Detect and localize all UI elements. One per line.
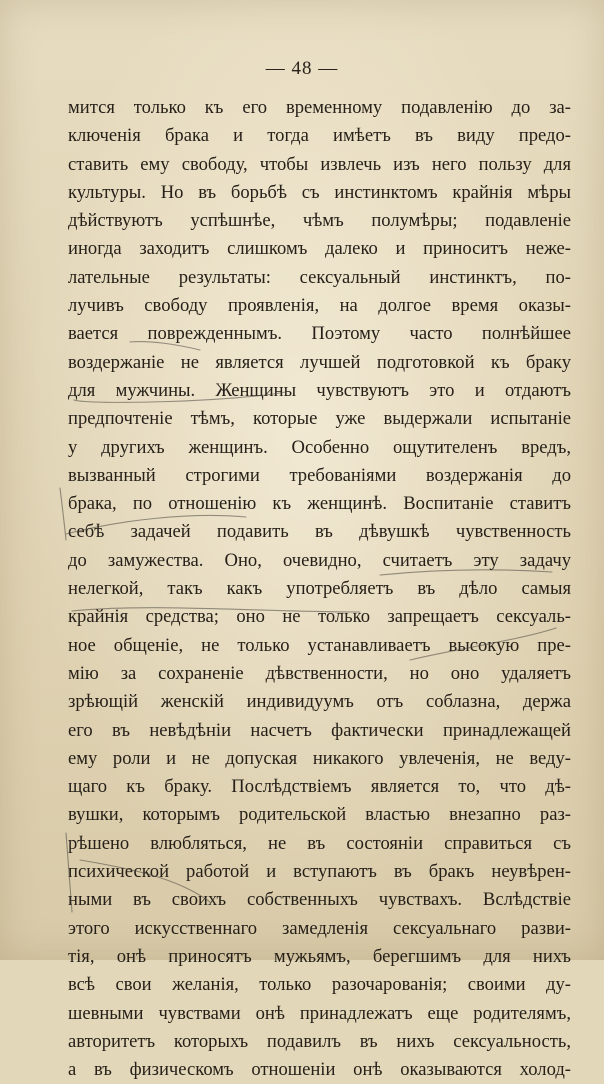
text-line: предпочтеніе тѣмъ, которые уже выдержали испытаніе bbox=[68, 408, 571, 430]
text-line: лучивъ свободу проявленія, на долгое время оказы- bbox=[68, 295, 571, 317]
text-line: а въ физическомъ отношеніи онѣ оказываются холод- bbox=[68, 1059, 571, 1081]
text-line: культуры. Но въ борьбѣ съ инстинктомъ крайнія мѣры bbox=[68, 181, 571, 203]
text-line: его въ невѣдѣніи насчетъ фактически принадлежащей bbox=[68, 719, 571, 741]
text-line: ключенія брака и тогда имѣетъ въ виду предо- bbox=[68, 125, 571, 147]
text-line: себѣ задачей подавить въ дѣвушкѣ чувственность bbox=[68, 521, 571, 543]
text-line: мію за сохраненіе дѣвственности, но оно удаляетъ bbox=[68, 662, 571, 684]
text-line: ему роли и не допуская никакого увлеченія, не веду- bbox=[68, 747, 571, 769]
text-line: у другихъ женщинъ. Особенно ощутителенъ вредъ, bbox=[68, 436, 571, 458]
text-line: психической работой и вступаютъ въ бракъ неувѣрен- bbox=[68, 861, 571, 883]
text-line: зрѣющій женскій индивидуумъ отъ соблазна, держа bbox=[68, 691, 571, 713]
page-number: — 48 — bbox=[265, 58, 339, 79]
text-line: рѣшено влюбляться, не въ состояніи справиться съ bbox=[68, 832, 571, 854]
text-line: вается поврежденнымъ. Поэтому часто полнѣйшее bbox=[68, 323, 571, 345]
text-line: до замужества. Оно, очевидно, считаетъ эту задачу bbox=[68, 549, 571, 571]
text-line: лательные результаты: сексуальный инстинктъ, по- bbox=[68, 266, 571, 288]
text-line: ными въ своихъ собственныхъ чувствахъ. Вслѣдствіе bbox=[68, 889, 571, 911]
text-line: авторитетъ которыхъ подавилъ въ нихъ сексуальность, bbox=[68, 1030, 571, 1052]
text-line: нелегкой, такъ какъ употребляетъ въ дѣло самыя bbox=[68, 578, 571, 600]
text-line: крайнія средства; оно не только запрещаетъ сексуаль- bbox=[68, 606, 571, 628]
text-line: шевными чувствами онѣ принадлежатъ еще родителямъ, bbox=[68, 1002, 571, 1024]
text-line: ное общеніе, не только устанавливаетъ высокую пре- bbox=[68, 634, 571, 656]
text-line: для мужчины. Женщины чувствуютъ это и отдаютъ bbox=[68, 379, 571, 401]
text-line: ставить ему свободу, чтобы извлечь изъ него пользу для bbox=[68, 153, 571, 175]
text-line: воздержаніе не является лучшей подготовкой къ браку bbox=[68, 351, 571, 373]
text-line: вушки, которымъ родительской властью внезапно раз- bbox=[68, 804, 571, 826]
text-line: вызванный строгими требованіями воздержанія до bbox=[68, 464, 571, 486]
text-line: щаго къ браку. Послѣдствіемъ является то, что дѣ- bbox=[68, 776, 571, 798]
text-line: брака, по отношенію къ женщинѣ. Воспитаніе ставитъ bbox=[68, 493, 571, 515]
margin-stroke-icon bbox=[60, 488, 66, 540]
text-line: всѣ свои желанія, только разочарованія; своими ду- bbox=[68, 974, 571, 996]
text-line: мится только къ его временному подавленію до за- bbox=[68, 97, 571, 118]
text-body bbox=[68, 94, 571, 1084]
text-line: иногда заходитъ слишкомъ далеко и приноситъ неже- bbox=[68, 238, 571, 260]
text-line: дѣйствуютъ успѣшнѣе, чѣмъ полумѣры; подавленіе bbox=[68, 210, 571, 232]
text-line: тія, онѣ приносятъ мужьямъ, берегшимъ для нихъ bbox=[68, 945, 571, 967]
text-line: этого искусственнаго замедленія сексуальнаго разви- bbox=[68, 917, 571, 939]
